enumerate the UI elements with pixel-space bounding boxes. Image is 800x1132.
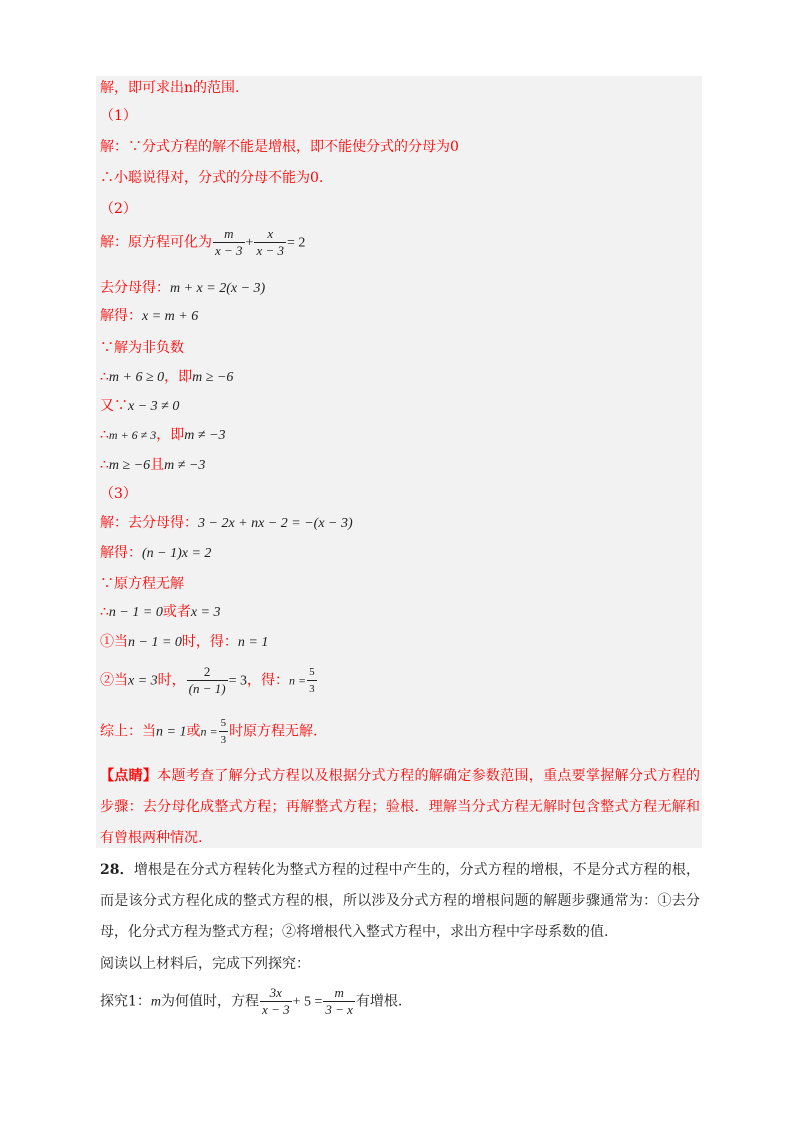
part2-label: （2） xyxy=(100,201,137,217)
part3-line4: ∴n − 1 = 0或者x = 3 xyxy=(100,604,221,620)
question-text: 增根是在分式方程转化为整式方程的过程中产生的，分式方程的增根，不是分式方程的根，而是该分式方程化成的整式方程的根，所以涉及分式方程的增根问题的解题步骤通常为：①去分母，化分式方程为整式方程；②将增根代入整式方程中，求出方程中字母系数的值. xyxy=(100,862,701,940)
part2-line4: ∵解为非负数 xyxy=(100,340,184,356)
part2-line2: 去分母得：m + x = 2(x − 3) xyxy=(100,280,266,296)
fraction: $\frac{x}{x - 3}$ xyxy=(256,226,284,258)
explore-1: 探究1：m为何值时，方程 $\frac{3x}{x - 3}$ + 5 = $\frac{m}{3 - x}$ 有增根. xyxy=(100,985,403,1017)
part2-line1: 解：原方程可化为 $\frac{m}{x - 3}$ + $\frac{x}{x - 3}$ = 2 xyxy=(100,226,306,258)
part3-line7: 综上：当n = 1或n = $\frac{5}{3}$ 时原方程无解. xyxy=(100,717,318,746)
read-instruction: 阅读以上材料后，完成下列探究： xyxy=(100,956,310,972)
fraction: $\frac{2}{(n - 1)}$ xyxy=(188,664,226,696)
question-number: 28． xyxy=(100,862,134,878)
part2-line3: 解得：x = m + 6 xyxy=(100,308,199,324)
part3-line6: ②当x = 3时， $\frac{2}{(n - 1)}$ = 3，得：n = $\frac{5}{3}$ xyxy=(100,664,315,696)
part1-line1: 解：∵分式方程的解不能是增根，即不能使分式的分母为0 xyxy=(100,139,459,155)
part3-label: （3） xyxy=(100,486,137,502)
part3-line1: 解：去分母得：3 − 2x + nx − 2 = −(x − 3) xyxy=(100,515,353,531)
part1-line2: ∴小聪说得对，分式的分母不能为0. xyxy=(100,170,324,186)
part3-line2: 解得：(n − 1)x = 2 xyxy=(100,545,212,561)
part2-line8: ∴m ≥ −6且m ≠ −3 xyxy=(100,457,206,473)
fraction: $\frac{m}{3 - x}$ xyxy=(325,985,353,1017)
part3-line5: ①当n − 1 = 0时，得：n = 1 xyxy=(100,634,269,650)
comment-paragraph xyxy=(100,761,700,854)
part3-line3: ∵原方程无解 xyxy=(100,576,184,592)
part2-line5: ∴m + 6 ≥ 0，即m ≥ −6 xyxy=(100,369,234,385)
fraction: $\frac{5}{3}$ xyxy=(220,717,227,746)
solution-intro: 解，即可求出n的范围. xyxy=(100,80,240,96)
part2-line7: ∴m + 6 ≠ 3，即m ≠ −3 xyxy=(100,427,226,443)
fraction: $\frac{m}{x - 3}$ xyxy=(215,226,243,258)
comment-text: 本题考查了解分式方程以及根据分式方程的解确定参数范围，重点要掌握解分式方程的步骤：去分母化成整式方程；再解整式方程；验根．理解当分式方程无解时包含整式方程无解和有曾根两种情况. xyxy=(100,768,700,846)
fraction: $\frac{5}{3}$ xyxy=(309,666,315,695)
comment-label: 【点睛】 xyxy=(100,768,158,784)
part1-label: （1） xyxy=(100,108,137,124)
fraction: $\frac{3x}{x - 3}$ xyxy=(262,985,290,1017)
question-28-paragraph xyxy=(100,855,700,948)
part2-line6: 又∵x − 3 ≠ 0 xyxy=(100,398,180,414)
